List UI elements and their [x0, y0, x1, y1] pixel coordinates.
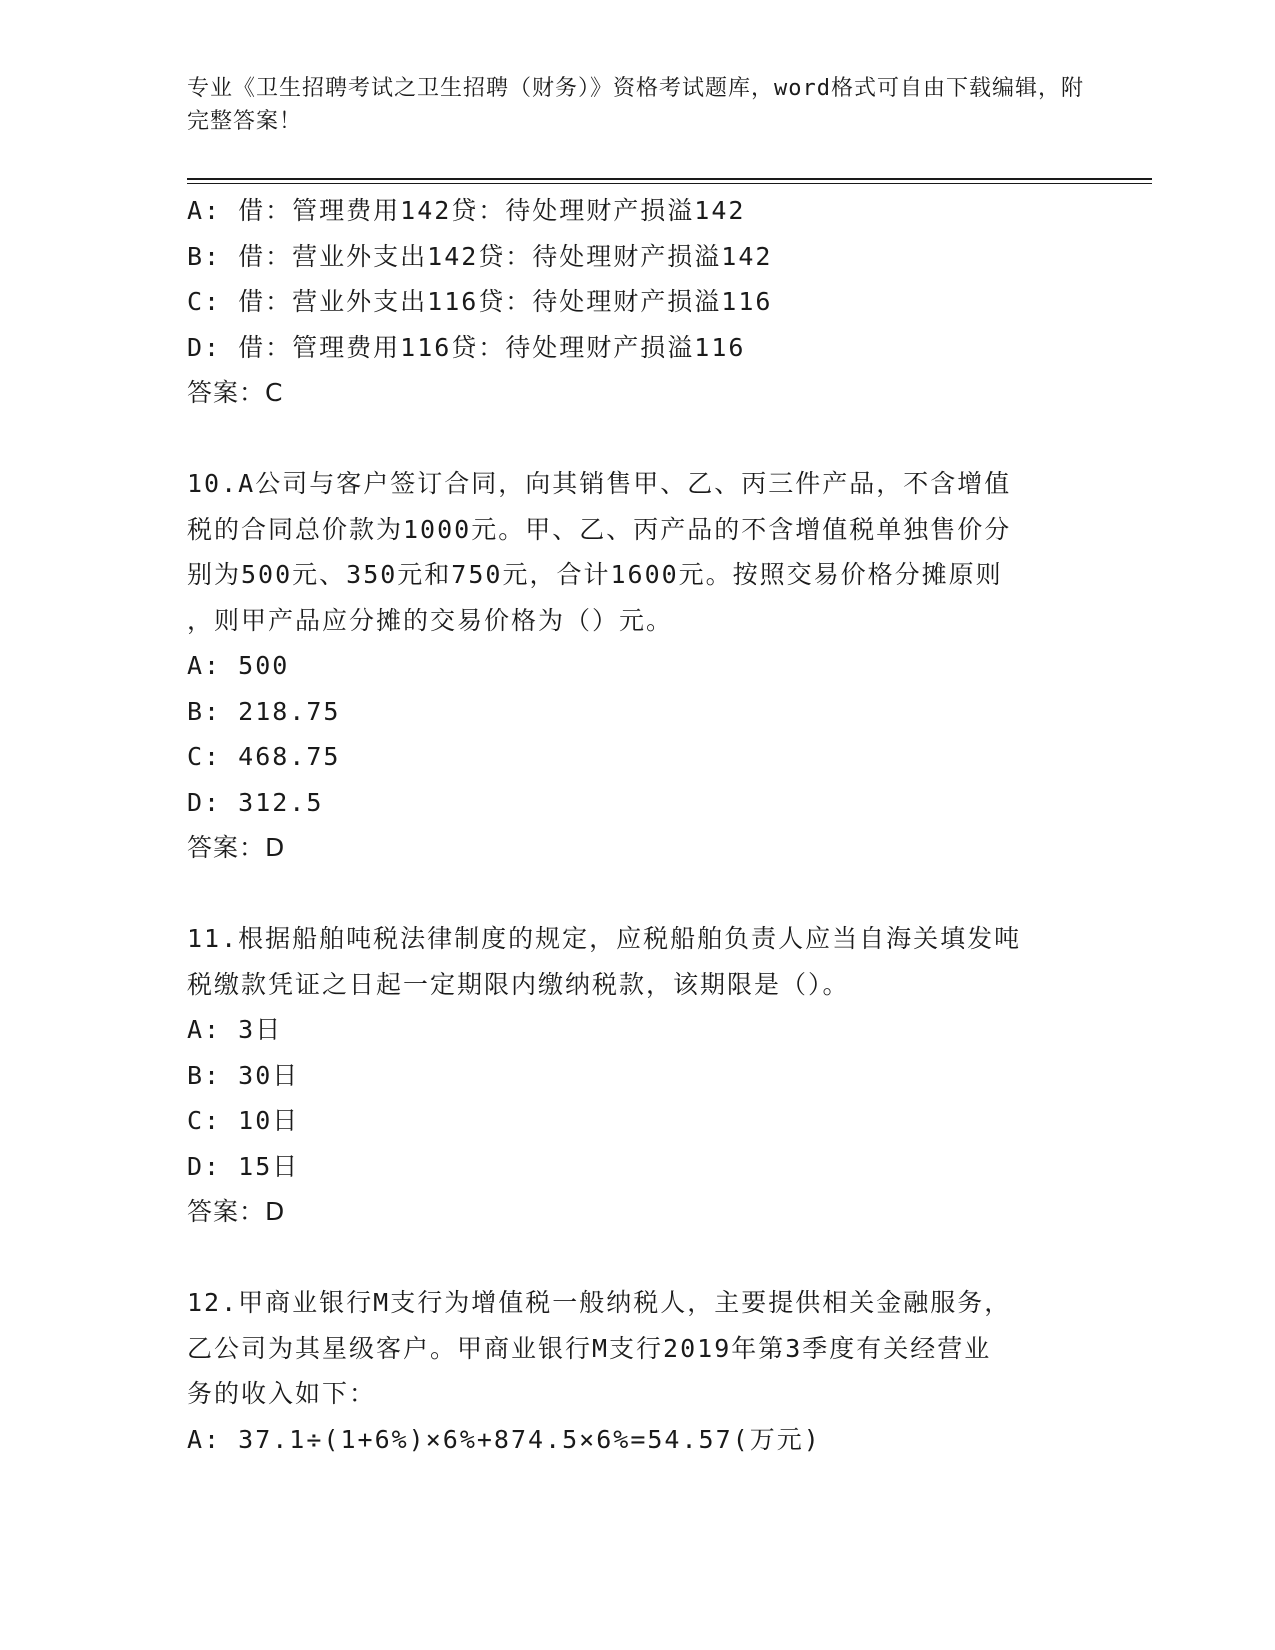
question-block	[187, 461, 1087, 871]
answer-option: A: 3日	[187, 1015, 283, 1044]
question-text-line: 税缴款凭证之日起一定期限内缴纳税款，该期限是（）。	[187, 969, 850, 999]
document-header: 专业《卫生招聘考试之卫生招聘（财务）》资格考试题库，word格式可自由下载编辑，附完整答案！	[187, 76, 1084, 134]
question-text-line: ，则甲产品应分摊的交易价格为（）元。	[187, 605, 674, 635]
correct-answer: 答案：D	[187, 833, 286, 862]
question-block	[187, 916, 1087, 1235]
answer-option: D: 15日	[187, 1151, 300, 1181]
header-rule-thin	[187, 183, 1152, 184]
question-block	[187, 1280, 1087, 1462]
answer-option: A: 500	[187, 651, 290, 680]
answer-option: B: 30日	[187, 1060, 300, 1090]
correct-answer: 答案：C	[187, 378, 284, 407]
block-spacer	[187, 1235, 1087, 1281]
question-text-line: 12.甲商业银行M支行为增值税一般纳税人，主要提供相关金融服务，	[187, 1288, 1012, 1317]
question-text-line: 乙公司为其星级客户。甲商业银行M支行2019年第3季度有关经营业	[187, 1333, 992, 1363]
question-list	[187, 188, 1087, 1462]
answer-option: C: 借：营业外支出116贷：待处理财产损溢116	[187, 287, 773, 316]
question-block	[187, 188, 1087, 416]
answer-option: C: 468.75	[187, 742, 341, 771]
block-spacer	[187, 871, 1087, 917]
answer-option: C: 10日	[187, 1106, 300, 1135]
question-text-line: 别为500元、350元和750元，合计1600元。按照交易价格分摊原则	[187, 560, 1003, 589]
block-spacer	[187, 416, 1087, 462]
answer-option: B: 218.75	[187, 696, 341, 726]
answer-option: A: 借：管理费用142贷：待处理财产损溢142	[187, 196, 746, 225]
question-text-line: 务的收入如下：	[187, 1379, 377, 1408]
answer-option: D: 借：管理费用116贷：待处理财产损溢116	[187, 332, 746, 362]
question-text-line: 11.根据船舶吨税法律制度的规定，应税船舶负责人应当自海关填发吨	[187, 924, 1022, 953]
answer-option: B: 借：营业外支出142贷：待处理财产损溢142	[187, 241, 773, 271]
question-text-line: 税的合同总价款为1000元。甲、乙、丙产品的不含增值税单独售价分	[187, 514, 1012, 544]
answer-option: D: 312.5	[187, 787, 324, 817]
question-text-line: 10.A公司与客户签订合同，向其销售甲、乙、丙三件产品，不含增值	[187, 469, 1012, 498]
answer-option: A: 37.1÷(1+6%)×6%+874.5×6%=54.57(万元)	[187, 1424, 821, 1454]
correct-answer: 答案：D	[187, 1197, 286, 1226]
header-rule-thick	[187, 178, 1152, 180]
